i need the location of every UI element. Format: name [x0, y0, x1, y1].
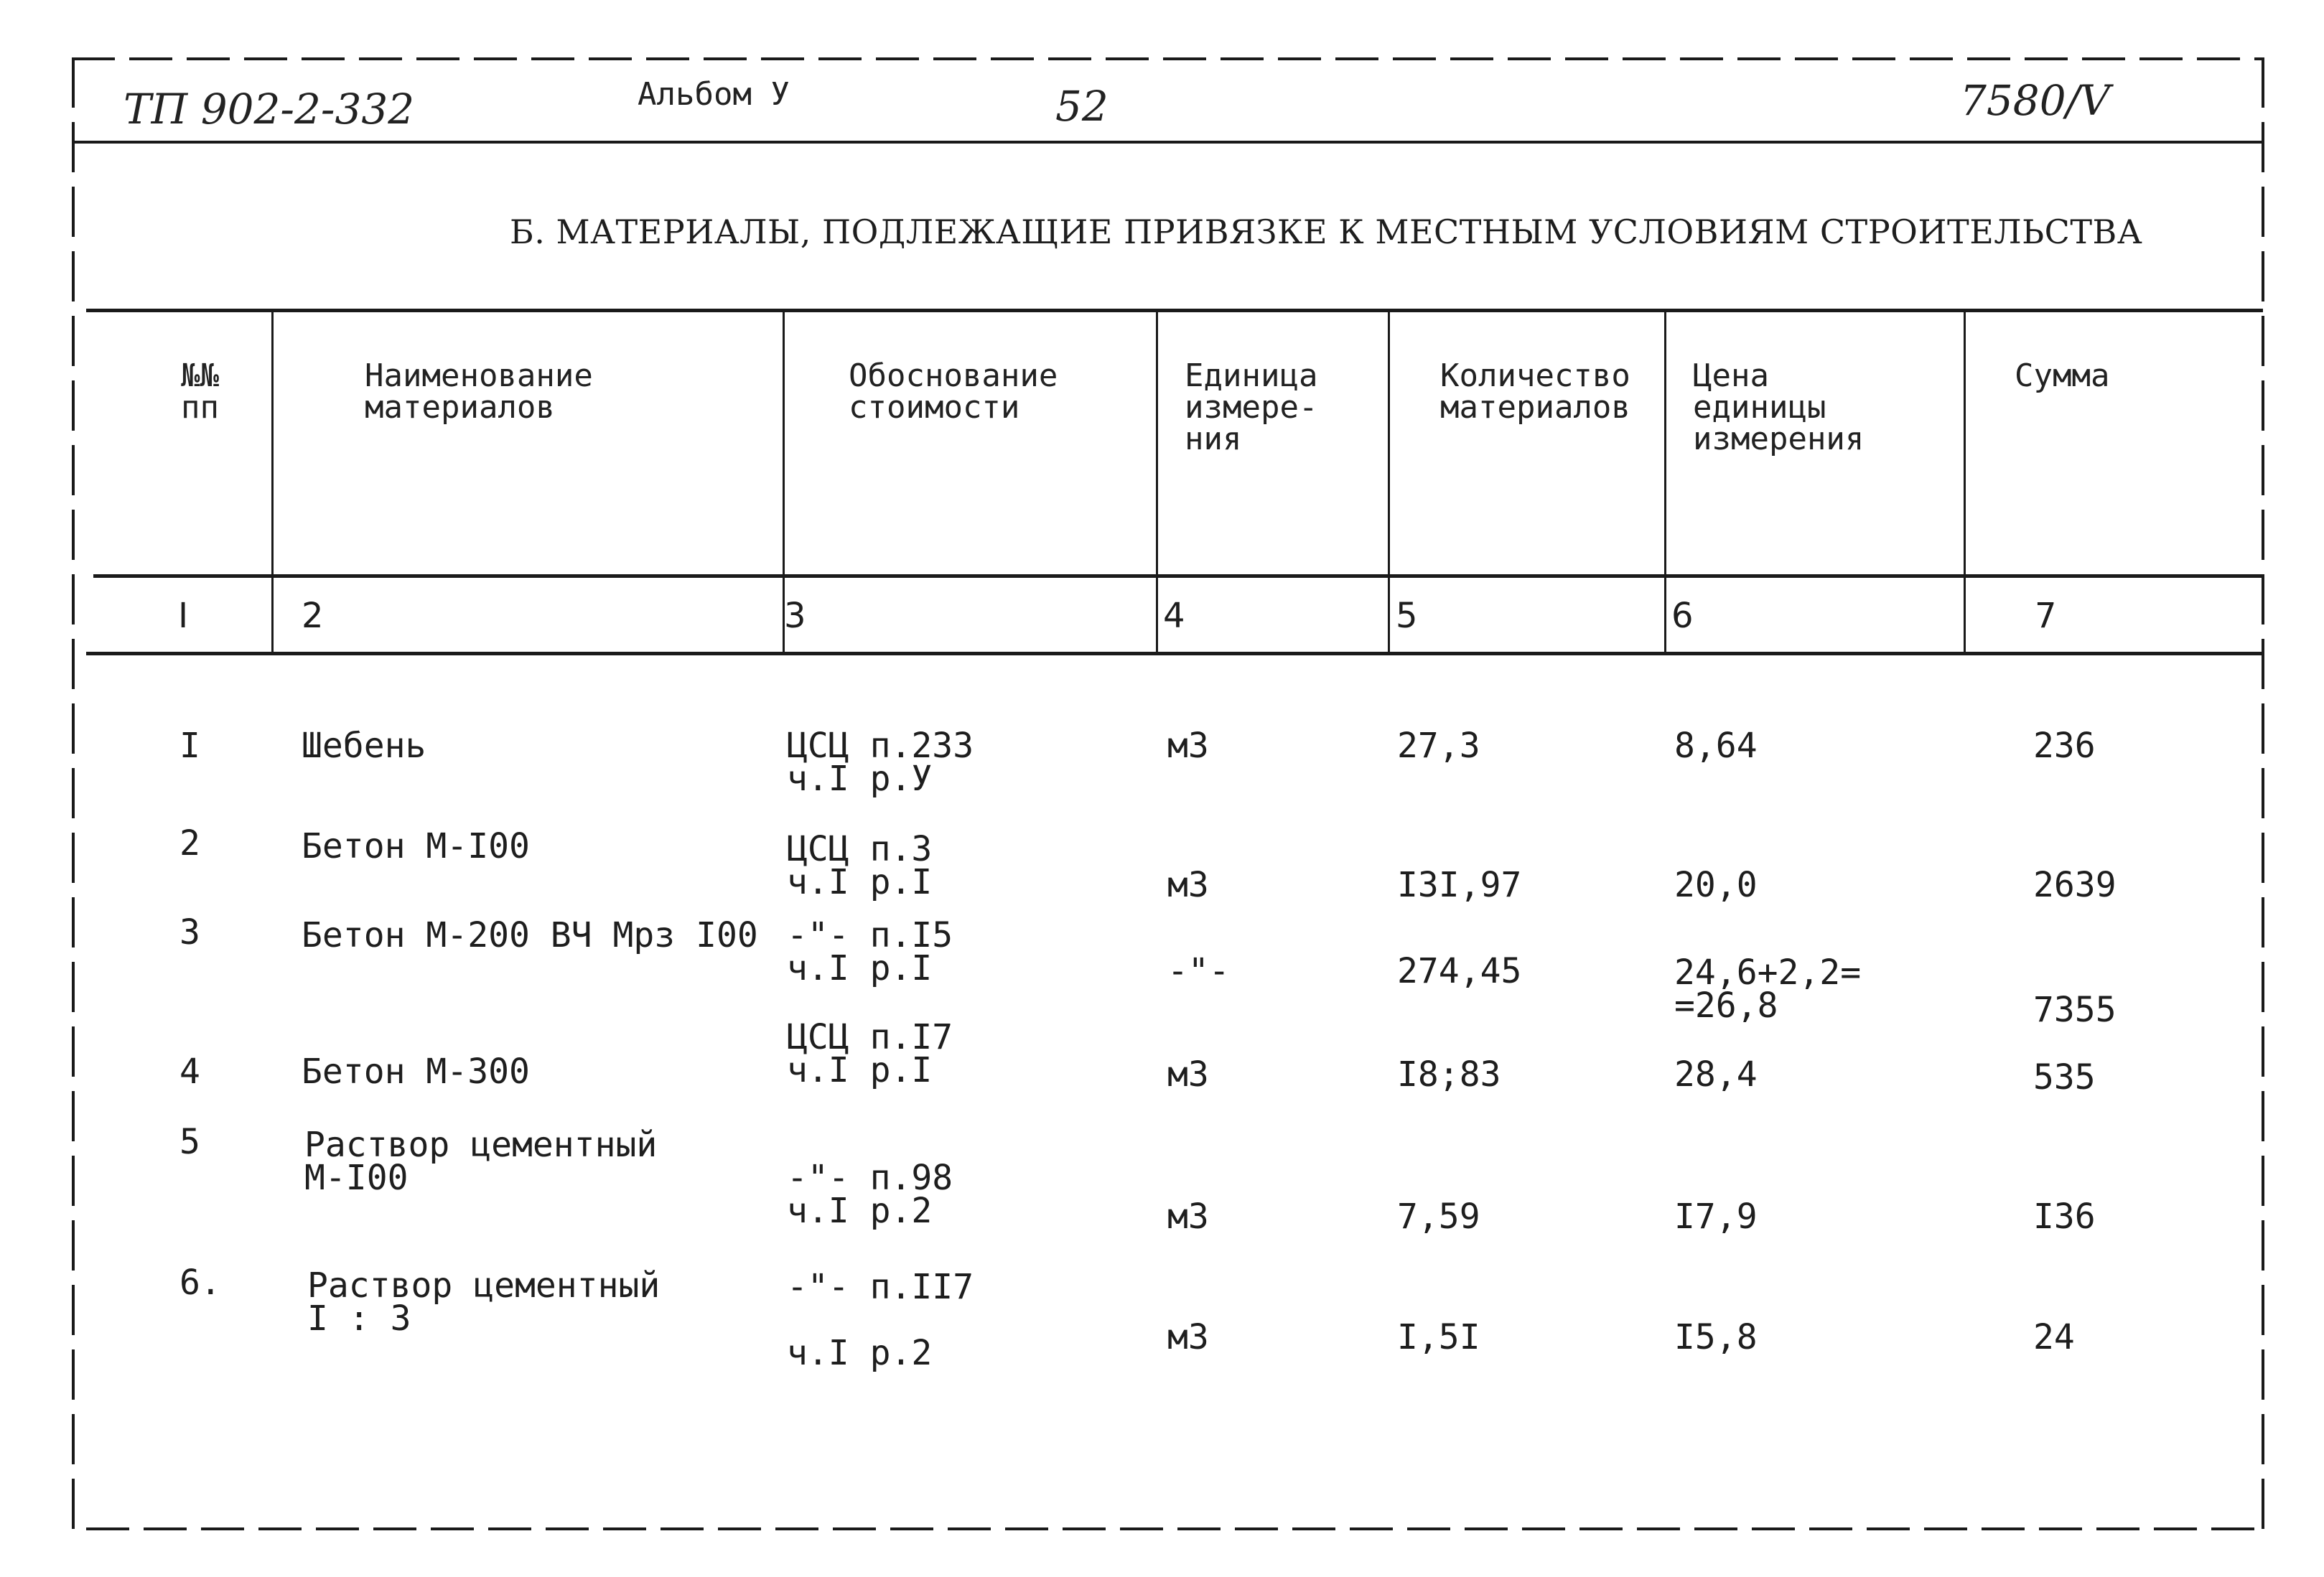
row-2-basis: ЦСЦ п.3 ч.I р.I: [787, 829, 933, 902]
project-code: ТП 902-2-332: [123, 85, 415, 134]
row-3-qty: 274,45: [1397, 951, 1522, 991]
row-4-no: 4: [179, 1052, 200, 1092]
row-3-sum: 7355: [2033, 990, 2117, 1030]
table-top-rule: [86, 309, 2263, 312]
row-3-price: 24,6+2,2= =26,8: [1674, 953, 1862, 1026]
archive-number: 7580/V: [1960, 76, 2111, 125]
column-number-rule: [86, 652, 2263, 655]
row-2-qty: I3I,97: [1397, 865, 1522, 905]
column-number-7: 7: [2035, 596, 2057, 636]
row-6-name: Раствор цементный I : 3: [307, 1265, 661, 1339]
row-4-price: 28,4: [1674, 1054, 1758, 1095]
col-divider-1: [271, 310, 274, 653]
column-number-1: I: [178, 596, 189, 636]
col-divider-6: [1964, 310, 1966, 653]
row-4-unit: м3: [1167, 1054, 1209, 1095]
row-6-unit: м3: [1167, 1317, 1209, 1357]
column-number-3: 3: [784, 596, 806, 636]
column-number-6: 6: [1671, 596, 1694, 636]
row-2-price: 20,0: [1674, 865, 1758, 905]
row-4-sum: 535: [2033, 1057, 2096, 1098]
column-header-basis: Обоснование стоимости: [849, 357, 1058, 426]
frame-left-border: [72, 57, 75, 1529]
column-number-4: 4: [1163, 596, 1185, 636]
row-6-qty: I,5I: [1397, 1317, 1480, 1357]
row-6-basis: -"- п.II7 ч.I р.2: [787, 1267, 974, 1373]
frame-bottom-border: [86, 1527, 2269, 1530]
row-4-basis: ЦСЦ п.I7 ч.I р.I: [787, 1017, 953, 1090]
row-3-unit: -"-: [1167, 951, 1230, 991]
row-3-name: Бетон М-200 ВЧ Мрз I00: [302, 915, 758, 955]
page-number: 52: [1055, 82, 1109, 131]
row-6-price: I5,8: [1674, 1317, 1758, 1357]
column-header-unit: Единица измере- ния: [1185, 357, 1318, 457]
row-2-no: 2: [179, 823, 200, 864]
column-number-2: 2: [302, 596, 324, 636]
row-4-name: Бетон М-300: [302, 1052, 530, 1092]
column-header-qty: Количество материалов: [1440, 357, 1630, 426]
row-1-name: Шебень: [302, 726, 426, 766]
frame-right-border: [2262, 57, 2264, 1529]
column-header-no: №№ пп: [181, 357, 219, 426]
col-divider-4: [1388, 310, 1390, 653]
column-number-5: 5: [1396, 596, 1418, 636]
row-5-no: 5: [179, 1122, 200, 1162]
row-1-qty: 27,3: [1397, 726, 1480, 766]
row-5-qty: 7,59: [1397, 1197, 1480, 1237]
row-5-sum: I36: [2033, 1197, 2096, 1237]
column-header-name: Наименование материалов: [365, 357, 593, 426]
frame-top-border: [72, 57, 2262, 60]
section-title: Б. МАТЕРИАЛЫ, ПОДЛЕЖАЩИЕ ПРИВЯЗКЕ К МЕСТНЫМ УСЛОВИЯМ СТРОИТЕЛЬСТВА: [510, 212, 2143, 251]
row-1-unit: м3: [1167, 726, 1209, 766]
row-1-price: 8,64: [1674, 726, 1758, 766]
row-2-unit: м3: [1167, 865, 1209, 905]
col-divider-5: [1664, 310, 1666, 653]
row-1-basis: ЦСЦ п.233 ч.I р.У: [787, 726, 974, 799]
column-header-sum: Сумма: [2015, 357, 2110, 394]
row-1-no: I: [179, 726, 200, 766]
column-header-rule: [93, 574, 2263, 578]
row-5-name: Раствор цементный М-I00: [304, 1125, 658, 1198]
row-2-name: Бетон М-I00: [302, 826, 530, 866]
row-5-unit: м3: [1167, 1197, 1209, 1237]
header-divider: [72, 141, 2263, 144]
column-header-price: Цена единицы измерения: [1693, 357, 1865, 457]
row-3-basis: -"- п.I5 ч.I р.I: [787, 915, 953, 988]
row-4-qty: I8;83: [1397, 1054, 1501, 1095]
row-2-sum: 2639: [2033, 865, 2117, 905]
row-3-no: 3: [179, 912, 200, 953]
row-6-sum: 24: [2033, 1317, 2075, 1357]
row-1-sum: 236: [2033, 726, 2096, 766]
col-divider-3: [1156, 310, 1158, 653]
row-5-price: I7,9: [1674, 1197, 1758, 1237]
row-5-basis: -"- п.98 ч.I р.2: [787, 1158, 953, 1231]
row-6-no: 6.: [179, 1263, 221, 1303]
album-label: Альбом У: [638, 76, 790, 113]
